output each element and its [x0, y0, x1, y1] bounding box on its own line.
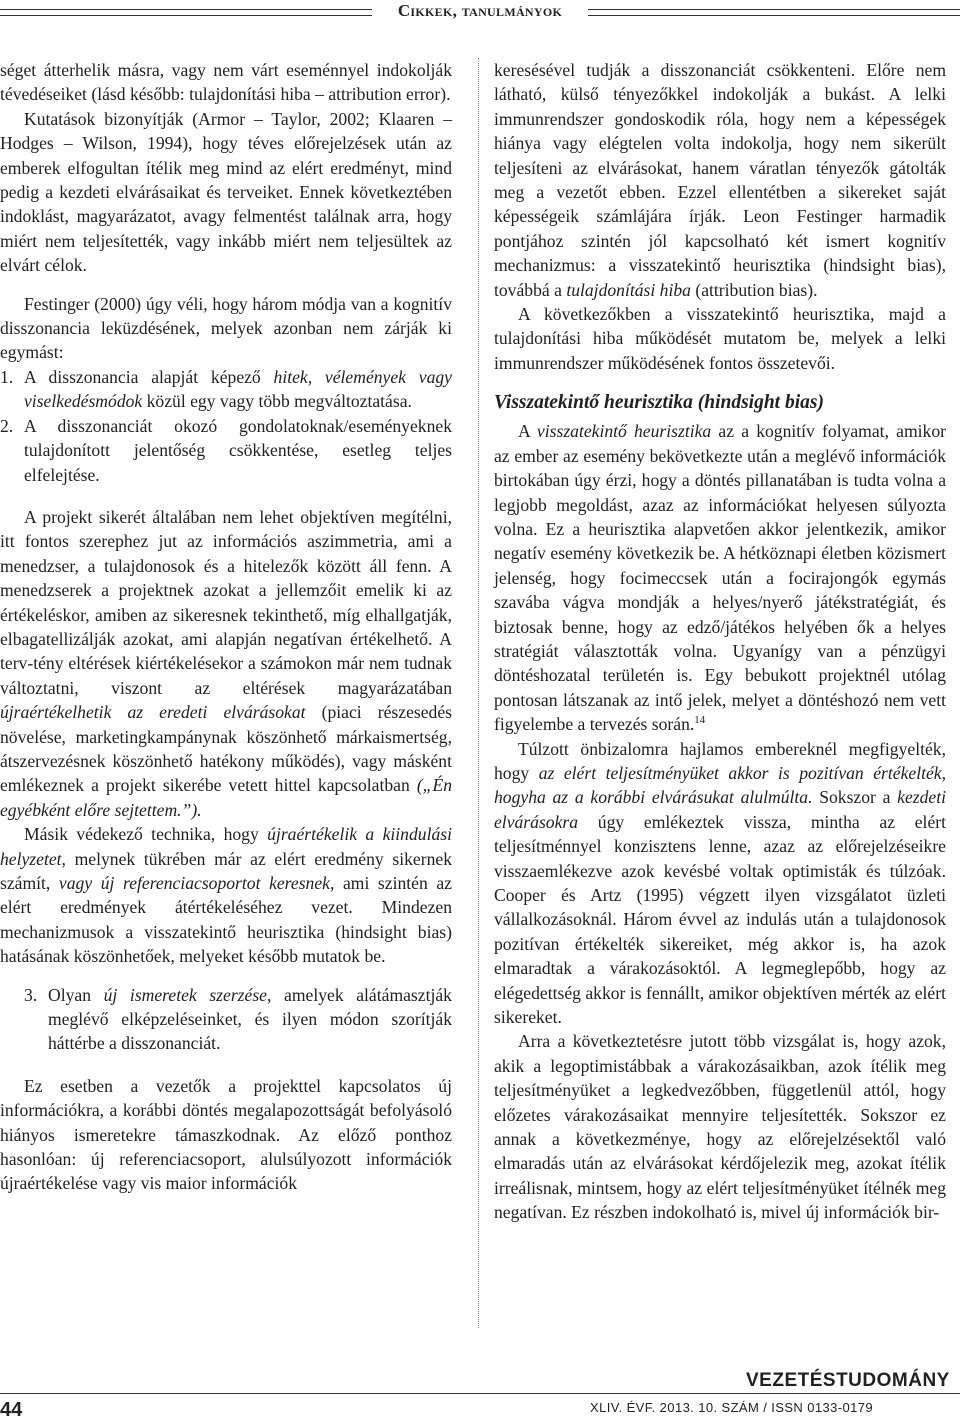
paragraph: séget átterhelik másra, vagy nem várt eseménnyel indokolják tévedéseiket (lásd később: tulajdonítási hiba – attribution error). [0, 60, 452, 105]
list-number: 1. [0, 366, 14, 387]
paragraph: Másik védekező technika, hogy újraértékelik a kiindulási helyzetet, melynek tükrében már az elért eredmény sikernek számít, vagy új referenciacsoportot keresnek, ami szintén az elért eredmények átértékeléséhez vezet. Mindezen mechanizmusok a visszatekintő heurisztika (hindsight bias) hatásának köszönhetőek, melyeket később mutatok be. [0, 824, 452, 967]
paragraph: Festinger (2000) úgy véli, hogy három módja van a kognitív disszonancia leküzdésének, melyek azonban nem zárják ki egymást: [0, 293, 452, 363]
journal-logo: VEZETÉSTUDOMÁNY [746, 1370, 950, 1391]
footer-rule [0, 1393, 960, 1394]
paragraph: Arra a következtetésre jutott több vizsgálat is, hogy azok, akik a legoptimistábbak a várakozásaikban, azok ítélik meg teljesítményüket a legkedvezőbben, függetlenül attól, hogy előzetes várakozásaikat mennyire teljesítették. Sokszor ez annak a következménye, hogy az előrejelzésektől való elmaradás után az elvárásokat kérdőjelezik meg, azokat ítélik irreálisnak, mintsem, hogy az elért teljesítményüket ítélnék meg negatívan. Ez részben indokolható is, mivel új információk bir- [494, 1031, 946, 1223]
right-column [494, 58, 946, 1225]
list-text: A disszonanciát okozó gondolatoknak/eseményeknek tulajdonított jelentőség csökkentése, esetleg teljes elfelejtése. [24, 415, 452, 485]
list-item [0, 414, 452, 487]
list-text: Olyan új ismeretek szerzése, amelyek alátámasztják meglévő elképzeléseinket, és ilyen módon szorítják háttérbe a disszonanciát. [48, 984, 452, 1054]
paragraph: A projekt sikerét általában nem lehet objektíven megítélni, itt fontos szerephez jut az információs aszimmetria, ami a menedzser, a tulajdonosok és a hitelezők között áll fenn. A menedzserek a projektnek azokat a jellemzőit emelik ki az értékeléskor, amiben az sikeresnek tekinthető, míg elhallgatják, elbagatellizálják azokat, ami alapján negatívan értékelhető. A terv-tény eltérések kiértékelésekor a számokon már nem tudnak változtatni, viszont az eltérések magyarázatában újraértékelhetik az eredeti elvárásokat (piaci részesedés növelése, marketingkampánynak köszönhető márkaismertség, átszervezésnek köszönhető hatékony működés), vagy másként emlékeznek a projekt sikerébe vetett hittel kapcsolatban („Én egyébként előre sejtettem.”). [0, 506, 452, 820]
list-item [0, 983, 452, 1056]
list-number: 3. [24, 984, 38, 1005]
column-divider [478, 58, 479, 1328]
paragraph: keresésével tudják a disszonanciát csökkenteni. Előre nem látható, külső tényezőkkel indokolják a bukást. A lelki immunrendszer gondoskodik róla, hogy nem a képességek hiánya vagy elégtelen volta indokolja, hogy nem sikerült teljesíteni az elvárásokat, hanem váratlan tényezők gátolták meg a vezetőt ebben. Ezzel ellentétben a sikereket saját képességeik számlájára írják. Leon Festinger harmadik pontjához szintén jól kapcsolható két ismert kognitív mechanizmus: a visszatekintő heurisztika (hindsight bias), továbbá a tulajdonítási hiba (attribution bias). [494, 60, 946, 300]
running-header [0, 0, 960, 28]
section-heading: Visszatekintő heurisztika (hindsight bias) [494, 392, 824, 414]
page-number: 44 [0, 1399, 42, 1422]
list-item [0, 365, 452, 414]
paragraph: A következőkben a visszatekintő heurisztika, majd a tulajdonítási hiba működését mutatom be, melyek a lelki immunrendszer működésének fontos összetevői. [494, 304, 946, 373]
left-column [0, 58, 452, 1196]
header-rule-right [588, 9, 960, 16]
paragraph: Ez esetben a vezetők a projekttel kapcsolatos új információkra, a korábbi döntés megalapozottságát befolyásoló hiányos ismeretekre támaszkodnak. Az előző ponthoz hasonlóan: új referenciacsoport, alulsúlyozott információk újraértékelése vagy vis maior információk [0, 1075, 452, 1194]
footnote-ref: 14 [694, 714, 706, 727]
paragraph: Túlzott önbizalomra hajlamos embereknél megfigyelték, hogy az elért teljesítményüket akkor is pozitívan értékelték, hogyha az a korábbi elvárásukat alulmúlta. Sokszor a kezdeti elvárásokra úgy emlékeztek vissza, mintha az elért teljesítménnyel konzisztens lenne, azaz az előrejelzéseikre visszaemlékezve azok kevésbé voltak optimisták és túlzóak. Cooper és Artz (1995) végzett ilyen vizsgálatot üzleti vállalkozásoknál. Három évvel az indulás után a tulajdonosok pozitívan értékelték sikereiket, még akkor is, ha azok elmaradtak a várakozásoktól. A legmeglepőbb, hogy az elégedettség akkor is fennállt, amikor objektíven mérték az elért sikereket. [494, 738, 947, 1028]
list-text: A disszonancia alapját képező hitek, vélemények vagy viselkedésmódok közül egy vagy több megváltoztatása. [24, 366, 452, 412]
paragraph: A visszatekintő heurisztika az a kognitív folyamat, amikor az ember az esemény bekövetkezte után a meglévő információk birtokában úgy érzi, hogy a döntés pillanatában is tudta volna a legjobb megoldást, azaz az információkat helyesen súlyozta volna. Ez a heurisztika alapvetően akkor jelentkezik, amikor negatív esemény következik be. A hétköznapi életben közismert jelenség, hogy focimeccsek után a focirajongók egymás szavába vágva mondják a helyes/nyerő játékstratégiát, és biztosak benne, hogy az edző/játékos helyében ők a helyes stratégiát választották volna. Ugyanígy van a pénzügyi döntéshozatal területén is. Egy bebukott projektnél utólag pontosan látszanak az intő jelek, melyet a döntéshozó nem vett figyelembe a tervezés során.$^{14}$ [494, 421, 946, 735]
issue-meta: XLIV. ÉVF. 2013. 10. SZÁM / ISSN 0133-0179 [590, 1400, 873, 1415]
header-rule-left [0, 9, 372, 16]
list-number: 2. [0, 415, 14, 436]
paragraph: Kutatások bizonyítják (Armor – Taylor, 2002; Klaaren – Hodges – Wilson, 1994), hogy téves előrejelzések után az emberek elfogultan ítélik meg mind az elért eredményt, mind pedig a kezdeti elvárásaikat és terveiket. Ennek következtében indoklást, magyarázatot, avagy felmentést találnak arra, hogy miért nem teljesítették, vagy inkább miért nem teljesültek az elvárt célok. [0, 108, 452, 276]
section-header-title: Cikkek, tanulmányok [397, 1, 563, 20]
